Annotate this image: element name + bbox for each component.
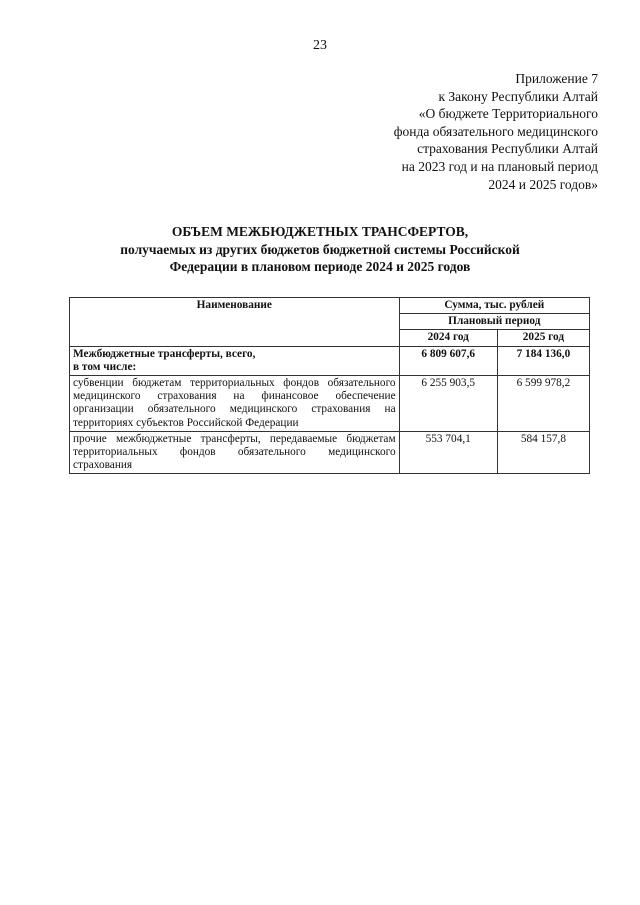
row-name: Межбюджетные трансферты, всего, в том числе:	[70, 346, 400, 375]
header-name: Наименование	[70, 298, 400, 347]
row-value-2024: 6 809 607,6	[399, 346, 497, 375]
table-row	[70, 431, 590, 474]
row-value-2024: 6 255 903,5	[399, 376, 497, 432]
appendix-line: к Закону Республики Алтай	[438, 88, 598, 104]
appendix-reference	[394, 70, 598, 193]
header-period: Плановый период	[399, 314, 589, 330]
row-name: субвенции бюджетам территориальных фондов обязательного медицинского страхования на финансовое обеспечение организации обязательного медицинского страхования на территориях субъектов Российской Федерации	[70, 376, 400, 432]
title-line: Федерации в плановом периоде 2024 и 2025 годов	[169, 259, 471, 274]
appendix-line: Приложение 7	[515, 71, 598, 86]
appendix-line: «О бюджете Территориального	[418, 106, 598, 122]
row-name: прочие межбюджетные трансферты, передаваемые бюджетам территориальных фондов обязательного медицинского страхования	[70, 431, 400, 474]
row-value-2025: 584 157,8	[497, 431, 589, 474]
table-row	[70, 346, 590, 375]
appendix-line: страхования Республики Алтай	[417, 141, 598, 157]
table-row	[70, 376, 590, 432]
appendix-line: на 2023 год и на плановый период	[401, 158, 598, 174]
title-line: получаемых из других бюджетов бюджетной системы Российской	[120, 241, 520, 257]
page-number: 23	[313, 38, 327, 53]
title-line: ОБЪЕМ МЕЖБЮДЖЕТНЫХ ТРАНСФЕРТОВ,	[171, 224, 469, 239]
header-year-2024: 2024 год	[399, 330, 497, 346]
appendix-line: фонда обязательного медицинского	[393, 123, 598, 139]
row-value-2025: 6 599 978,2	[497, 376, 589, 432]
transfers-table	[69, 297, 590, 474]
appendix-line: 2024 и 2025 годов»	[488, 176, 598, 192]
row-value-2024: 553 704,1	[399, 431, 497, 474]
header-year-2025: 2025 год	[497, 330, 589, 346]
header-sum: Сумма, тыс. рублей	[399, 298, 589, 314]
row-value-2025: 7 184 136,0	[497, 346, 589, 375]
document-title	[60, 223, 580, 276]
